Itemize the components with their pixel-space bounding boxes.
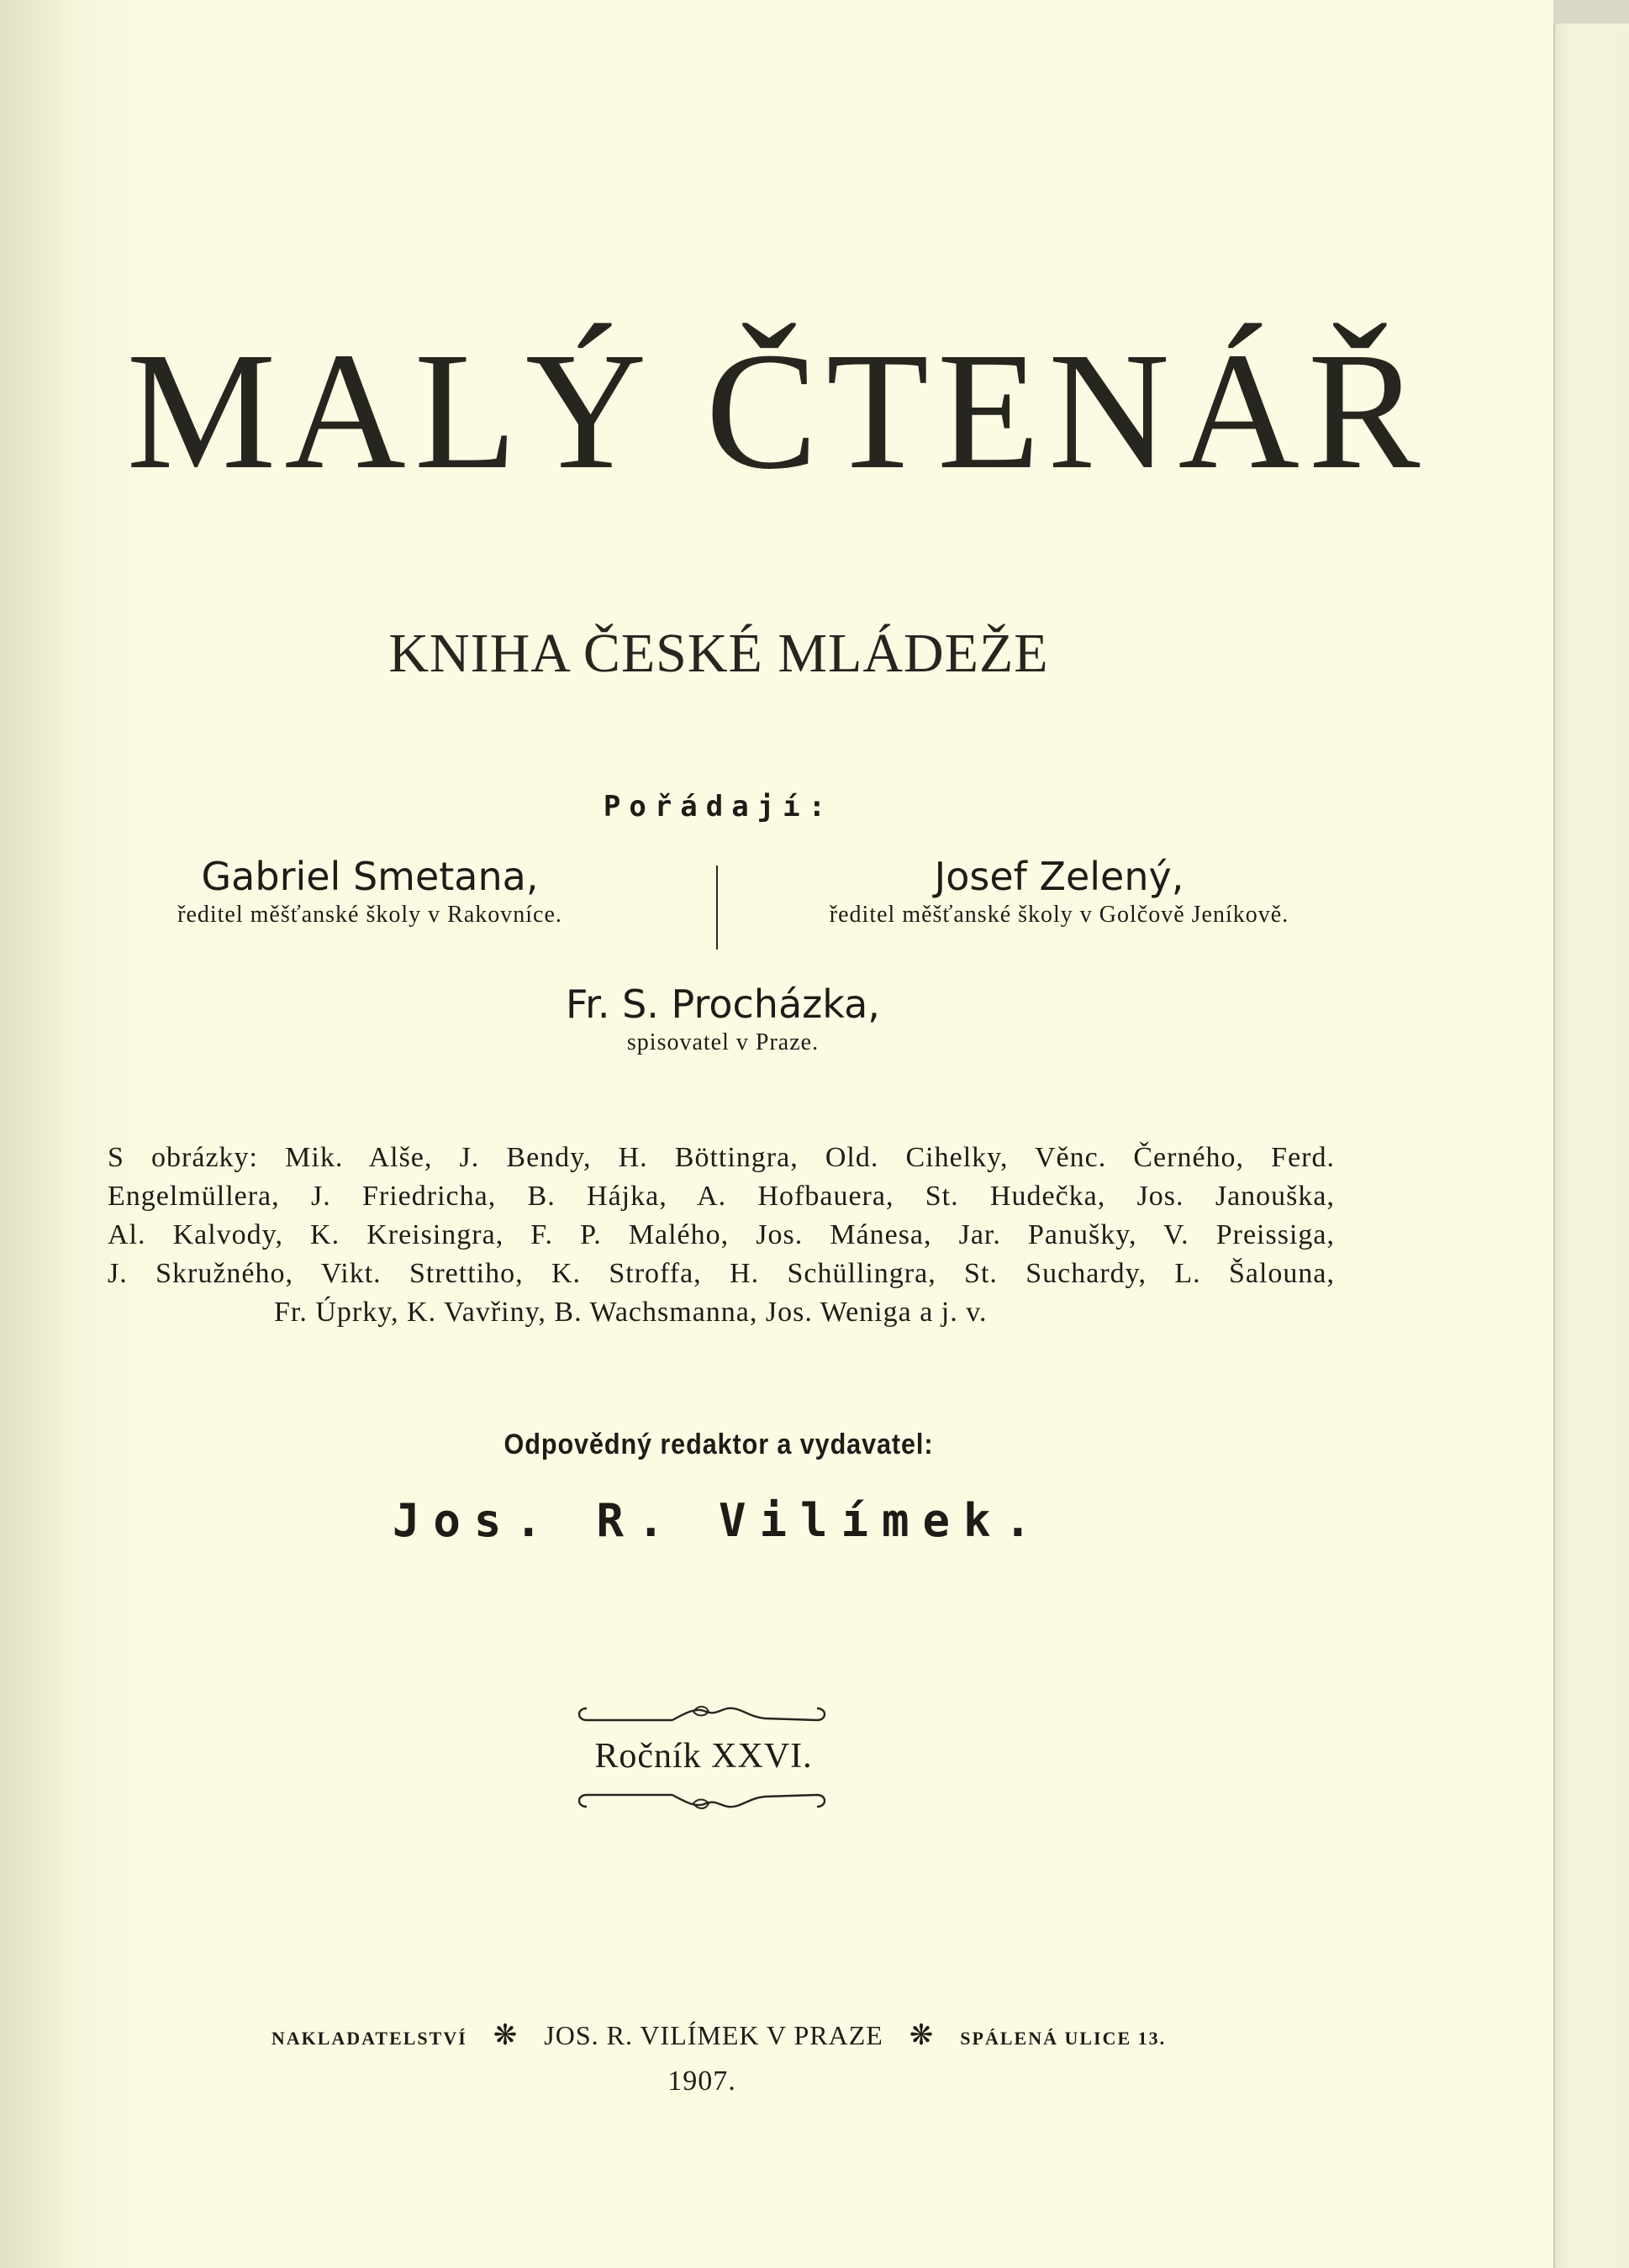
editor-prochazka <box>370 983 1076 1059</box>
illustrators-line: Al. Kalvody, K. Kreisingra, F. P. Malého, Jos. Mánesa, Jar. Panušky, V. Preissiga, <box>108 1219 1335 1250</box>
imprint-line <box>0 2018 1437 2052</box>
ornament-bottom <box>572 1788 832 1813</box>
publisher-name: Jos. R. Vilímek. <box>392 1494 1046 1547</box>
book-subtitle: KNIHA ČESKÉ MLÁDEŽE <box>388 623 1049 684</box>
editor-name: Gabriel Smetana, <box>201 854 539 899</box>
page-corner <box>1553 0 1629 24</box>
asterisk-ornament-icon: ❋ <box>493 2020 519 2051</box>
imprint-publisher-label: NAKLADATELSTVÍ <box>271 2028 467 2049</box>
editors-label: Pořádají: <box>603 790 835 824</box>
editor-role: ředitel měšťanské školy v Golčově Jeníkově. <box>829 901 1289 928</box>
asterisk-ornament-icon: ❋ <box>909 2020 935 2051</box>
ornament-top <box>572 1702 832 1727</box>
publication-year: 1907. <box>667 2065 736 2097</box>
editor-name: Fr. S. Procházka, <box>566 981 880 1027</box>
editor-zeleny <box>740 855 1379 931</box>
responsible-editor-label: Odpovědný redaktor a vydavatel: <box>503 1429 934 1460</box>
editor-role: ředitel měšťanské školy v Rakovníce. <box>177 901 562 928</box>
editor-smetana <box>134 855 605 931</box>
illustrators-paragraph <box>108 1139 1335 1332</box>
imprint-publisher: JOS. R. VILÍMEK V PRAZE <box>544 2020 883 2050</box>
illustrators-line: Engelmüllera, J. Friedricha, B. Hájka, A. Hofbauera, St. Hudečka, Jos. Janouška, <box>108 1181 1335 1212</box>
illustrators-line: S obrázky: Mik. Alše, J. Bendy, H. Böttingra, Old. Cihelky, Věnc. Černého, Ferd. <box>108 1142 1335 1173</box>
book-title: MALÝ ČTENÁŘ <box>126 318 1429 504</box>
illustrators-line: J. Skružného, Vikt. Strettiho, K. Stroffa, H. Schüllingra, St. Suchardy, L. Šalouna, <box>108 1258 1335 1289</box>
imprint-address: SPÁLENÁ ULICE 13. <box>960 2028 1167 2049</box>
volume-label: Ročník XXVI. <box>594 1737 813 1776</box>
illustrators-line: Fr. Úprky, K. Vavřiny, B. Wachsmanna, Jos. Weniga a j. v. <box>274 1297 988 1328</box>
editor-name: Josef Zelený, <box>934 854 1184 899</box>
editor-role: spisovatel v Praze. <box>626 1029 820 1055</box>
page-edge <box>1553 0 1629 2268</box>
editors-divider <box>716 866 718 950</box>
